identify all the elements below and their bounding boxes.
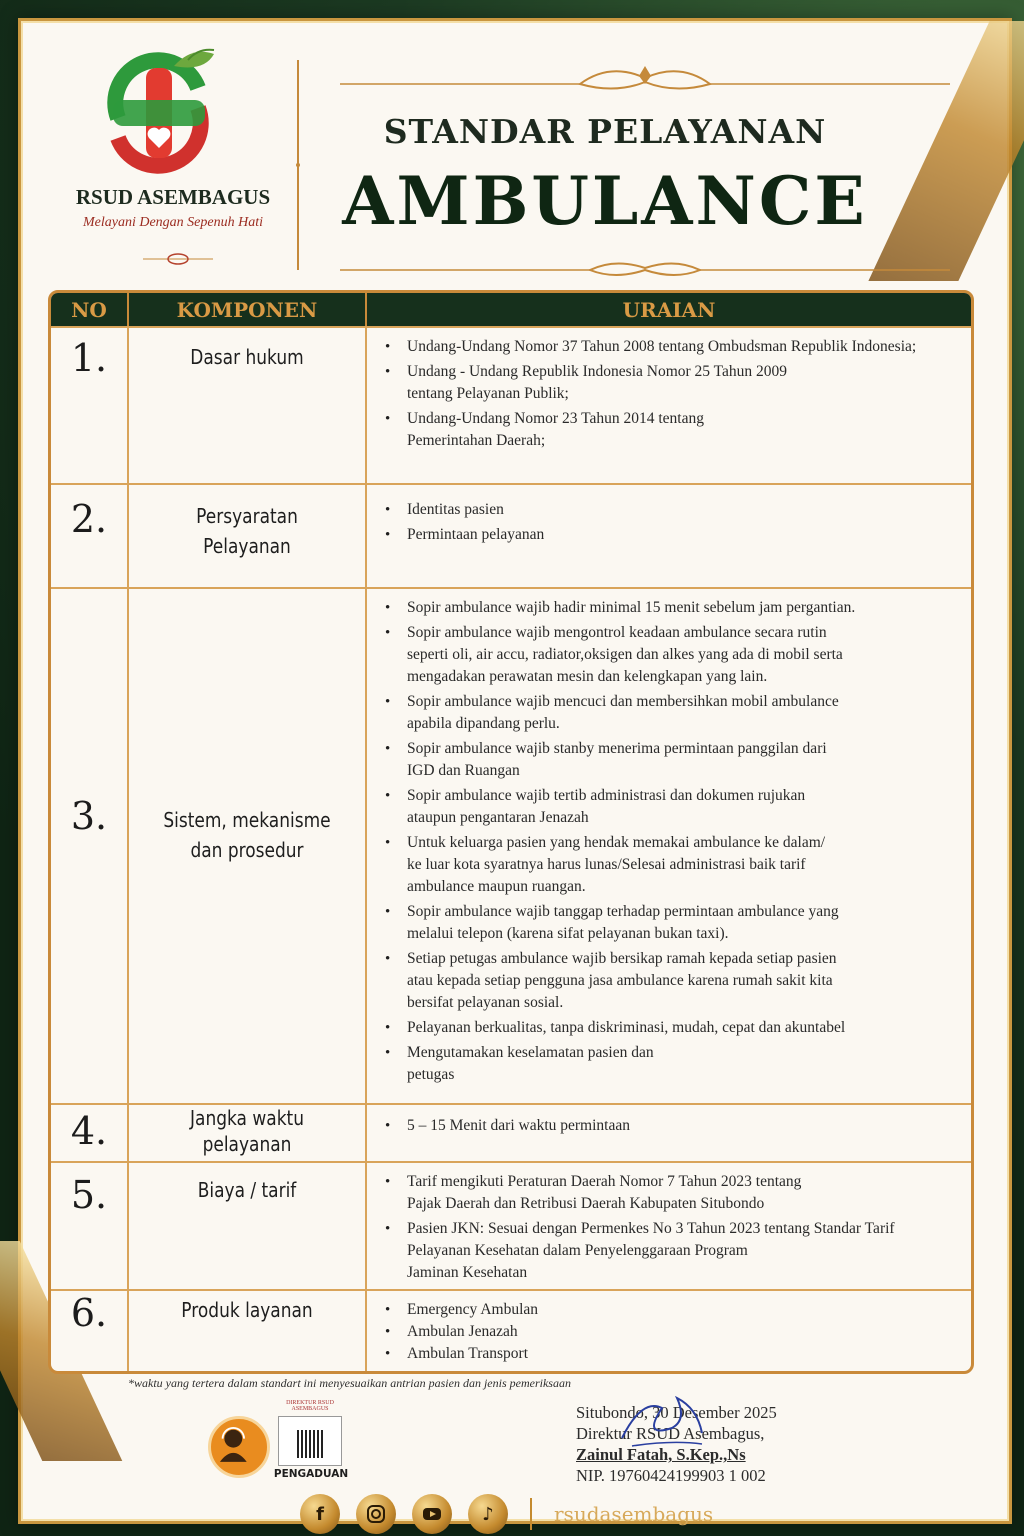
row-description-list (379, 1299, 967, 1365)
facebook-icon[interactable]: f (300, 1494, 340, 1534)
list-item: • Ambulan Jenazah (407, 1321, 967, 1343)
table-row (51, 1289, 971, 1373)
header-no: NO (51, 293, 129, 326)
row-number: 6. (70, 1291, 108, 1335)
title-ornament-top (340, 62, 950, 98)
header-uraian: URAIAN (622, 297, 716, 322)
service-standard-table (48, 290, 974, 1374)
list-item: • Undang - Undang Republik Indonesia Nomor 25 Tahun 2009 tentang Pelayanan Publik; (407, 361, 974, 405)
hospital-logo (58, 40, 288, 280)
header-komponen: KOMPONEN (129, 293, 367, 326)
list-item: • Untuk keluarga pasien yang hendak memakai ambulance ke dalam/ ke luar kota syaratnya harus lunas/Selesai administrasi baik tarif ambulance maupun ruangan. (407, 832, 967, 898)
cross-heart-logo-icon (88, 48, 228, 178)
row-number: 4. (70, 1109, 108, 1153)
table-row (51, 1161, 971, 1291)
social-media-bar (300, 1494, 713, 1534)
list-item: • Tarif mengikuti Peraturan Daerah Nomor 7 Tahun 2023 tentang Pajak Daerah dan Retribusi Daerah Kabupaten Situbondo (407, 1171, 974, 1215)
table-header (51, 293, 971, 326)
sign-place-date: Situbondo, 30 Desember 2025 (576, 1403, 777, 1422)
tiktok-icon[interactable]: ♪ (468, 1494, 508, 1534)
list-item: • Pelayanan berkualitas, tanpa diskriminasi, mudah, cepat dan akuntabel (407, 1017, 967, 1039)
sign-role: Direktur RSUD Asembagus, (576, 1424, 765, 1443)
list-item: • Setiap petugas ambulance wajib bersikap ramah kepada setiap pasien atau kepada setiap pengguna jasa ambulance karena rumah sakit kita bersifat pelayanan sosial. (407, 948, 967, 1014)
page-title: AMBULANCE (342, 162, 868, 240)
list-item: • Undang-Undang Nomor 37 Tahun 2008 tentang Ombudsman Republik Indonesia; (407, 336, 974, 358)
customer-service-icon[interactable] (208, 1416, 270, 1478)
title-ornament-bottom (340, 258, 950, 282)
qr-code-icon (297, 1430, 323, 1458)
list-item: • Pasien JKN: Sesuai dengan Permenkes No 3 Tahun 2023 tentang Standar Tarif Pelayanan Kesehatan dalam Penyelenggaraan Program Jaminan Kesehatan (407, 1218, 974, 1284)
hospital-name: RSUD ASEMBAGUS (75, 185, 271, 209)
row-number: 5. (70, 1173, 108, 1217)
row-component: Persyaratan Pelayanan (196, 504, 298, 558)
row-description-list (379, 1115, 967, 1140)
instagram-icon[interactable] (356, 1494, 396, 1534)
row-number: 2. (70, 497, 108, 541)
row-component: Sistem, mekanisme dan prosedur (163, 808, 331, 862)
complaint-qr-code[interactable] (278, 1416, 342, 1466)
list-item: • Sopir ambulance wajib hadir minimal 15 menit sebelum jam pergantian. (407, 597, 967, 619)
row-description-list (379, 597, 967, 1089)
handwritten-signature (612, 1388, 712, 1458)
sign-nip: NIP. 19760424199903 1 002 (576, 1466, 766, 1485)
footnote: *waktu yang tertera dalam standart ini menyesuaikan antrian pasien dan jenis pemeriksaan (128, 1376, 571, 1390)
list-item: • Ambulan Transport (407, 1343, 967, 1365)
table-row (51, 1103, 971, 1163)
row-component: Dasar hukum (190, 345, 304, 369)
row-component: Biaya / tarif (197, 1178, 297, 1202)
list-item: • Sopir ambulance wajib mencuci dan membersihkan mobil ambulance apabila dipandang perlu. (407, 691, 967, 735)
table-row (51, 587, 971, 1105)
list-item: • Emergency Ambulan (407, 1299, 967, 1321)
hospital-tagline: Melayani Dengan Sepenuh Hati (82, 215, 263, 230)
row-description-list (379, 499, 967, 549)
social-handle[interactable]: rsudasembagus (554, 1502, 714, 1526)
row-description-list (379, 1171, 974, 1287)
gold-ornament (868, 21, 1024, 281)
list-item: • 5 – 15 Menit dari waktu permintaan (407, 1115, 967, 1137)
list-item: • Sopir ambulance wajib tertib administrasi dan dokumen rujukan ataupun pengantaran Jenazah (407, 785, 967, 829)
row-component: Produk layanan (181, 1298, 313, 1322)
ornament-icon (143, 252, 213, 266)
row-number: 1. (70, 336, 108, 380)
list-item: • Identitas pasien (407, 499, 967, 521)
table-row (51, 326, 971, 485)
list-item: • Undang-Undang Nomor 23 Tahun 2014 tentang Pemerintahan Daerah; (407, 408, 974, 452)
page-subtitle: STANDAR PELAYANAN (383, 112, 827, 151)
complaint-label: PENGADUAN (273, 1468, 349, 1480)
row-component: Jangka waktu pelayanan (190, 1106, 304, 1156)
social-divider (530, 1498, 532, 1530)
list-item: • Mengutamakan keselamatan pasien dan petugas (407, 1042, 967, 1086)
list-item: • Sopir ambulance wajib tanggap terhadap permintaan ambulance yang melalui telepon (karena sifat pelayanan bukan taxi). (407, 901, 967, 945)
list-item: • Sopir ambulance wajib stanby menerima permintaan panggilan dari IGD dan Ruangan (407, 738, 967, 782)
qr-caption: DIREKTUR RSUD ASEMBAGUS (286, 1400, 334, 1412)
row-number: 3. (70, 794, 108, 838)
list-item: • Permintaan pelayanan (407, 524, 967, 546)
youtube-icon[interactable] (412, 1494, 452, 1534)
sign-name: Zainul Fatah, S.Kep.,Ns (576, 1445, 746, 1464)
list-item: • Sopir ambulance wajib mengontrol keadaan ambulance secara rutin seperti oli, air accu, radiator,oksigen dan alkes yang ada di mobil serta mengadakan perawatan mesin dan kelengkapan yang lain. (407, 622, 967, 688)
vertical-divider (296, 60, 300, 270)
row-description-list (379, 336, 974, 455)
table-row (51, 483, 971, 589)
